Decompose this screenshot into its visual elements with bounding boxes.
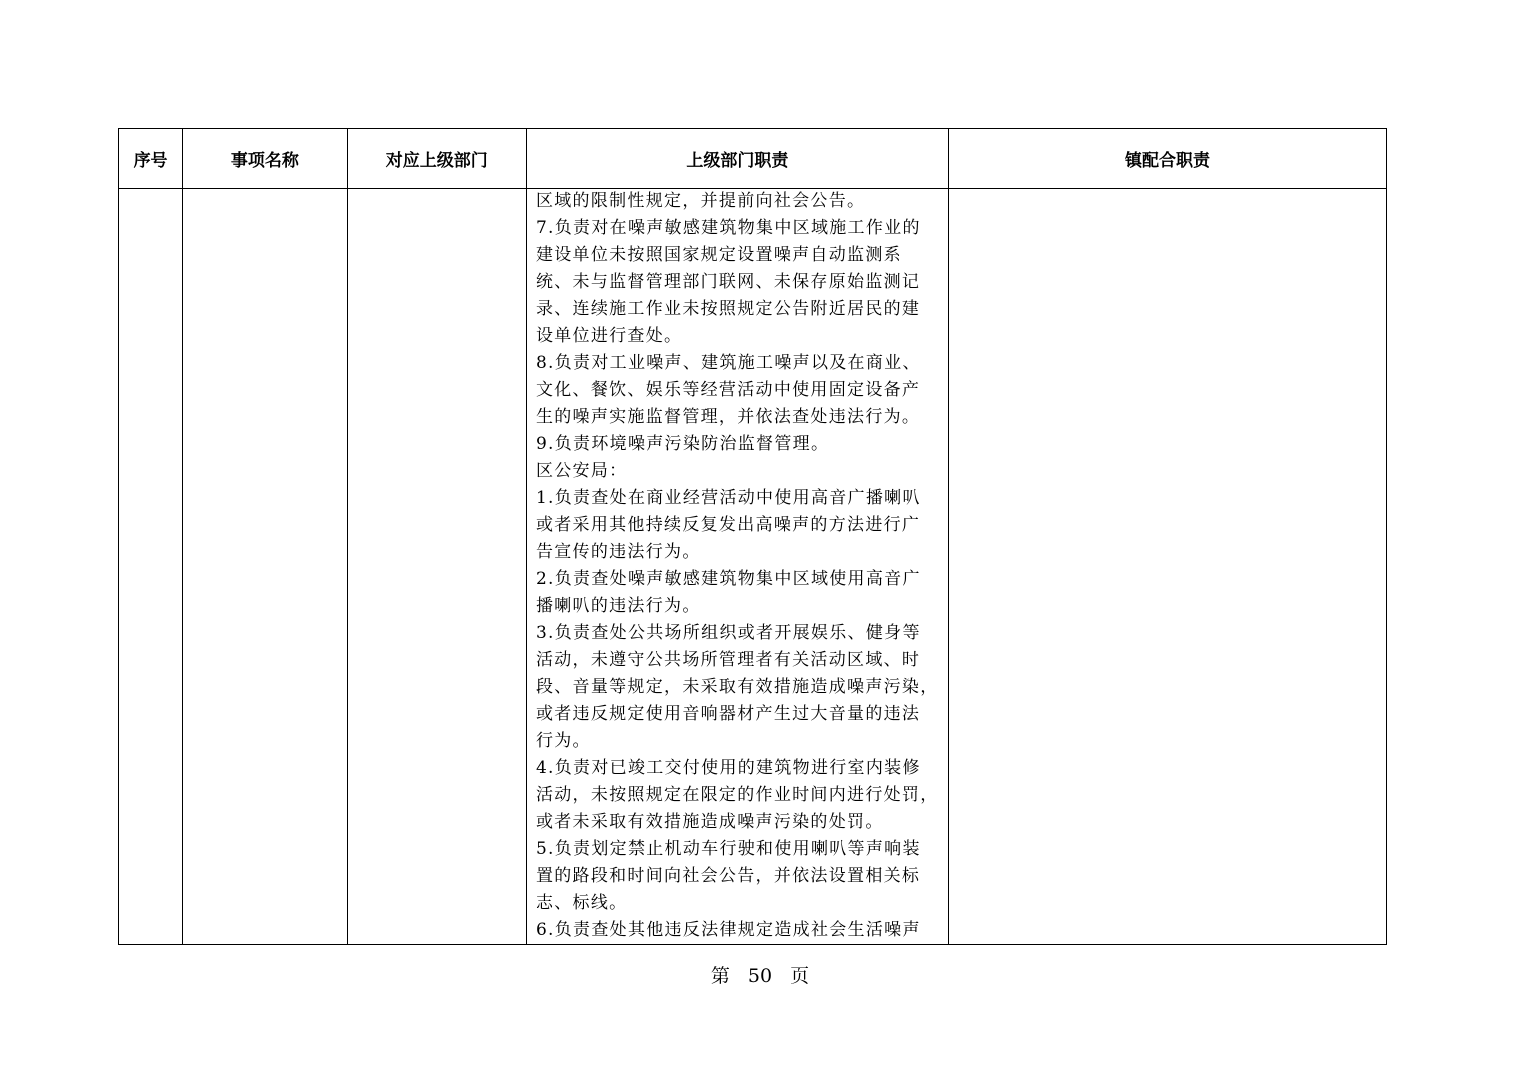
duty-line: 告宣传的违法行为。	[535, 542, 701, 562]
duty-line: 9.负责环境噪声污染防治监督管理。	[535, 434, 830, 454]
duty-line: 4.负责对已竣工交付使用的建筑物进行室内装修	[535, 758, 921, 778]
table-header-row	[119, 129, 1387, 189]
duty-line: 7.负责对在噪声敏感建筑物集中区域施工作业的	[535, 218, 921, 238]
cell-upper-duty	[526, 189, 948, 945]
duty-line: 或者采用其他持续反复发出高噪声的方法进行广	[535, 515, 921, 535]
duty-line: 活动，未按照规定在限定的作业时间内进行处罚，	[535, 785, 939, 805]
header-town-duty: 镇配合职责	[948, 129, 1386, 189]
duty-line: 播喇叭的违法行为。	[535, 596, 701, 616]
duty-line: 3.负责查处公共场所组织或者开展娱乐、健身等	[535, 623, 921, 643]
duty-line: 设单位进行查处。	[535, 326, 683, 346]
duty-line: 文化、餐饮、娱乐等经营活动中使用固定设备产	[535, 380, 921, 400]
duty-line: 6.负责查处其他违反法律规定造成社会生活噪声	[535, 920, 921, 940]
duty-line: 志、标线。	[535, 893, 628, 913]
duty-line: 8.负责对工业噪声、建筑施工噪声以及在商业、	[535, 353, 921, 373]
header-upper-dept: 对应上级部门	[347, 129, 526, 189]
duty-line: 活动，未遵守公共场所管理者有关活动区域、时	[535, 650, 921, 670]
duty-line: 或者违反规定使用音响器材产生过大音量的违法	[535, 704, 921, 724]
page-suffix: 页	[790, 965, 810, 987]
duty-line: 行为。	[535, 731, 591, 751]
duty-line: 段、音量等规定，未采取有效措施造成噪声污染，	[535, 677, 939, 697]
duty-line: 1.负责查处在商业经营活动中使用高音广播喇叭	[535, 488, 921, 508]
duty-table	[118, 128, 1387, 945]
page-number: 50	[747, 965, 773, 987]
cell-upper-dept	[347, 189, 526, 945]
duty-line: 或者未采取有效措施造成噪声污染的处罚。	[535, 812, 884, 832]
duty-line: 区域的限制性规定，并提前向社会公告。	[535, 191, 866, 211]
duty-line: 生的噪声实施监督管理，并依法查处违法行为。	[535, 407, 921, 427]
duty-line: 建设单位未按照国家规定设置噪声自动监测系	[535, 245, 902, 265]
duty-line: 2.负责查处噪声敏感建筑物集中区域使用高音广	[535, 569, 921, 589]
page-prefix: 第	[710, 965, 730, 987]
header-item-name: 事项名称	[183, 129, 347, 189]
upper-duty-text	[527, 188, 948, 944]
header-upper-duty: 上级部门职责	[526, 129, 948, 189]
duty-line: 区公安局：	[535, 461, 628, 481]
duty-line: 置的路段和时间向社会公告，并依法设置相关标	[535, 866, 921, 886]
header-seq: 序号	[119, 129, 183, 189]
cell-seq	[119, 189, 183, 945]
table-row	[119, 189, 1387, 945]
duty-line: 5.负责划定禁止机动车行驶和使用喇叭等声响装	[535, 839, 921, 859]
cell-town-duty	[948, 189, 1386, 945]
duty-line: 统、未与监督管理部门联网、未保存原始监测记	[535, 272, 921, 292]
duty-line: 录、连续施工作业未按照规定公告附近居民的建	[535, 299, 921, 319]
cell-item-name	[183, 189, 347, 945]
page-footer	[0, 962, 1520, 990]
